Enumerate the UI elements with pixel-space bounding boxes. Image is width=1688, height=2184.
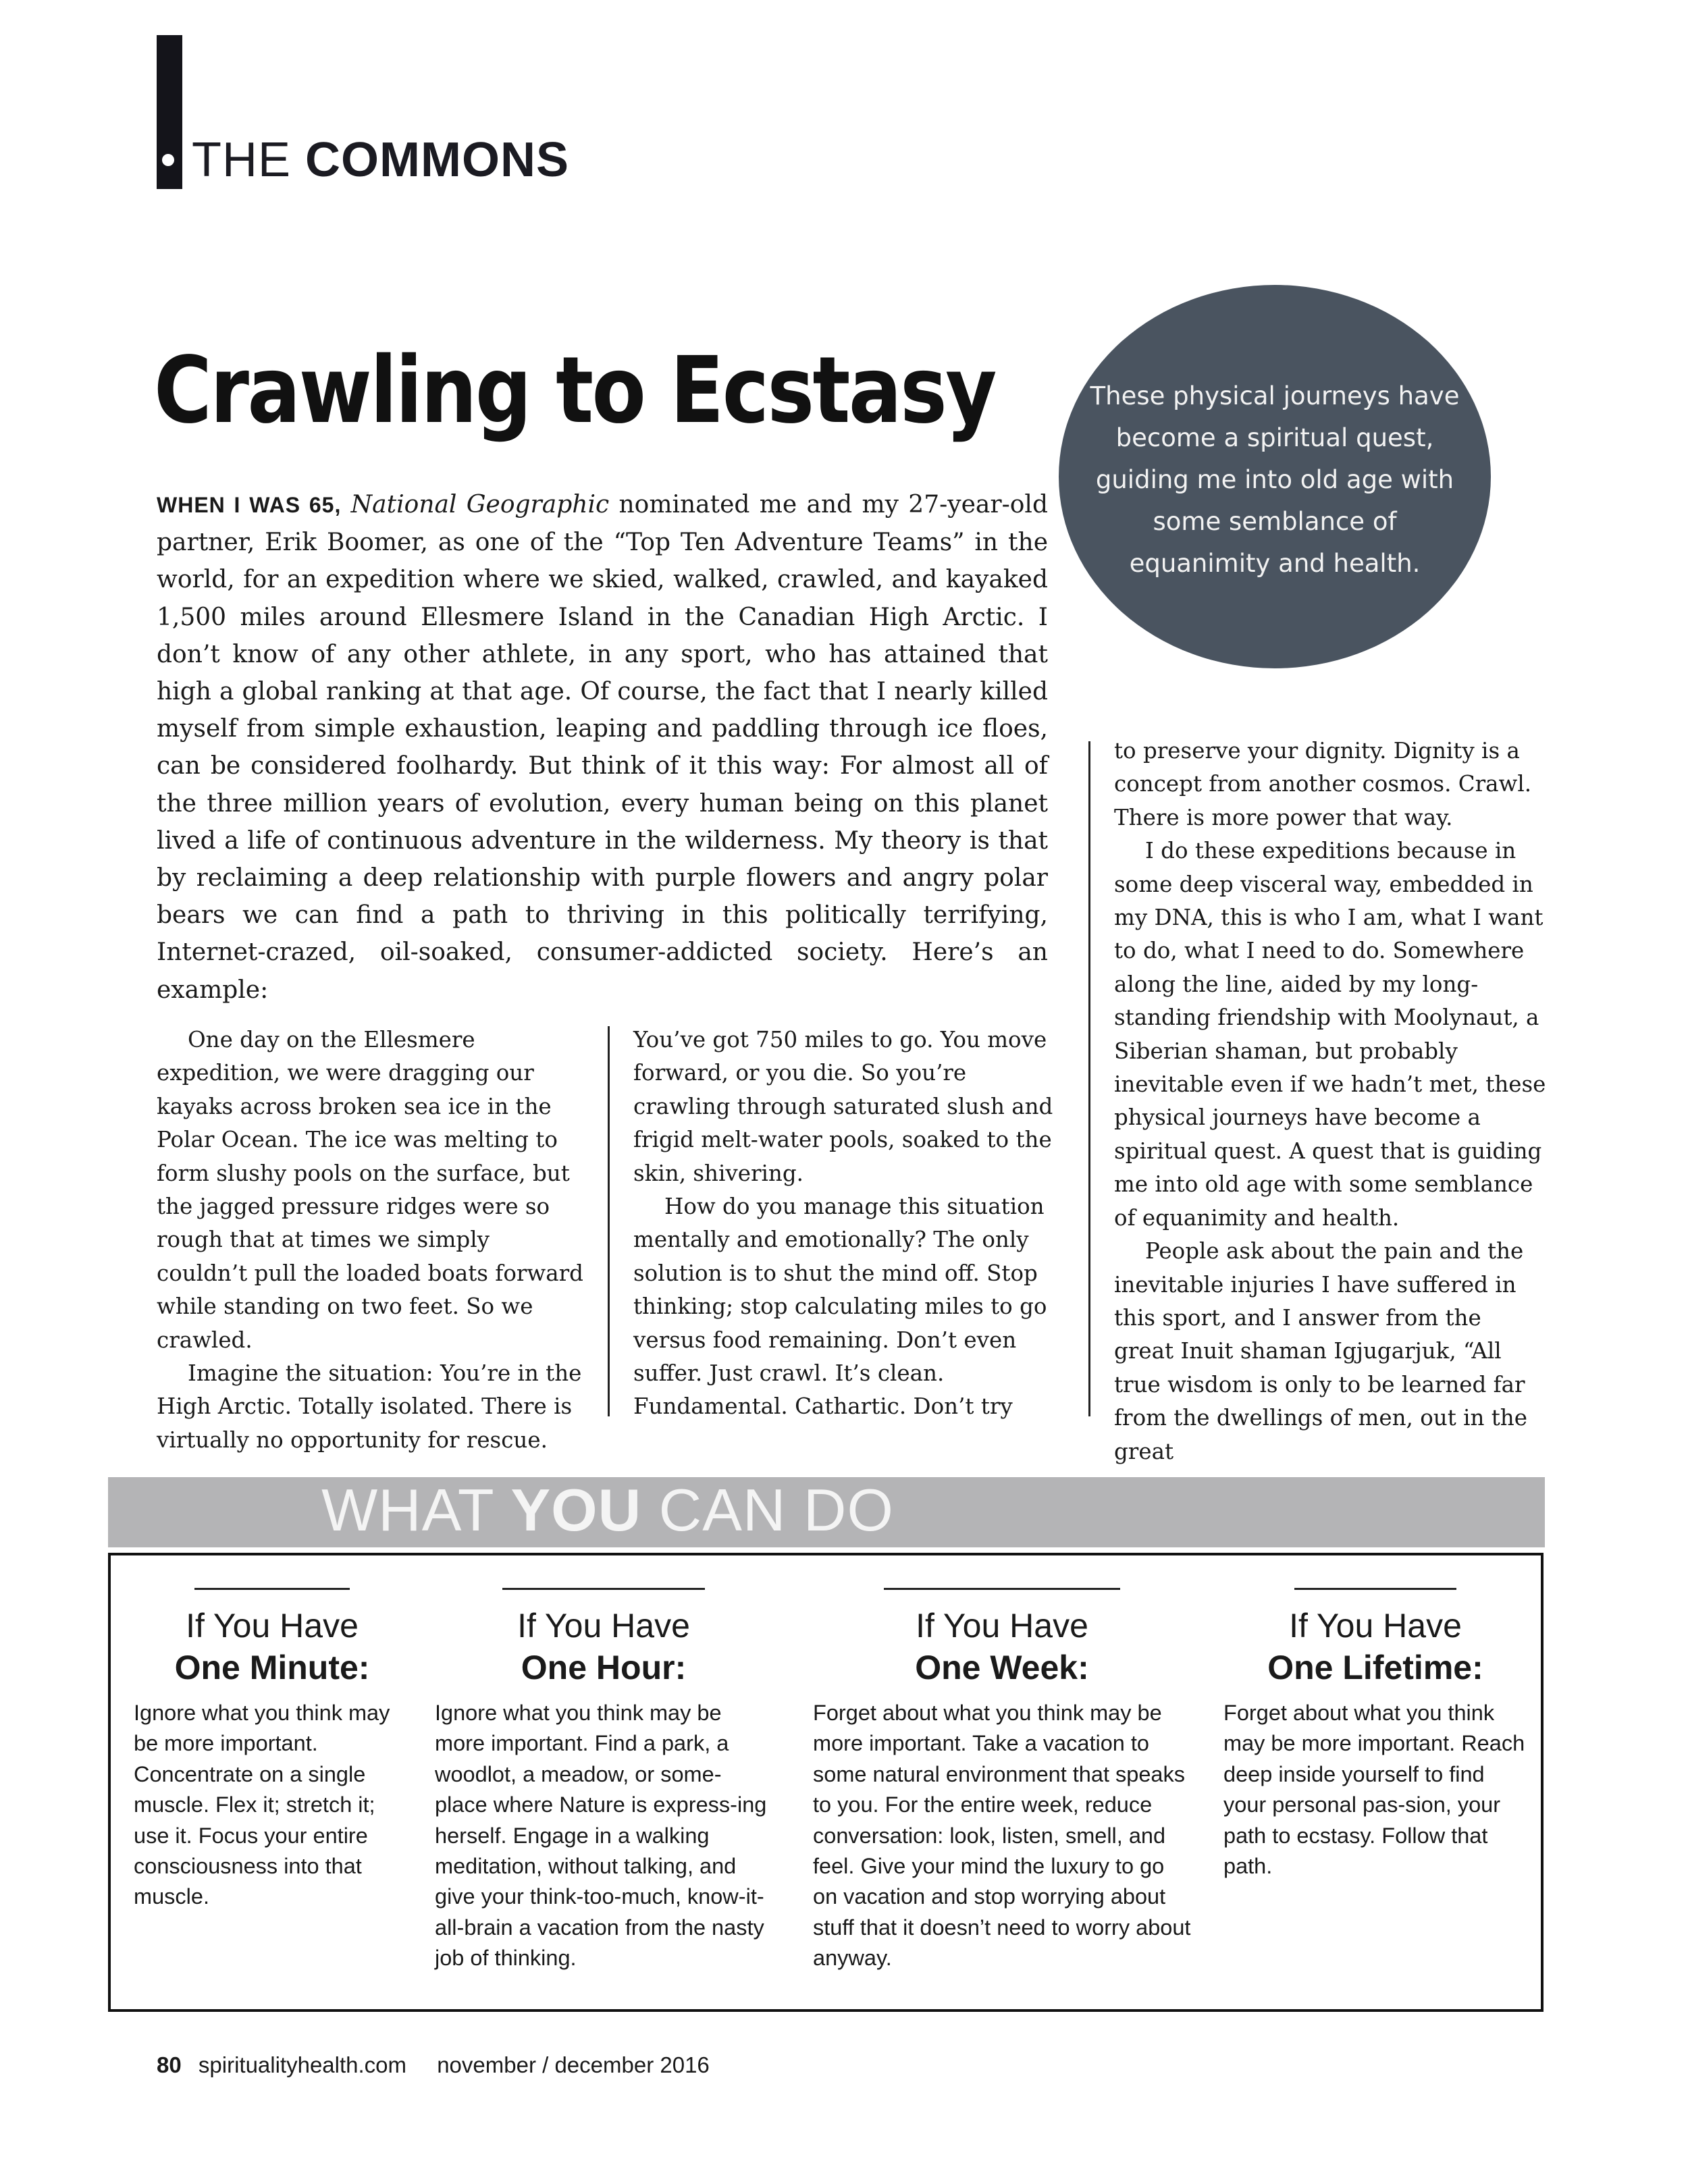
- tip-one-minute: [134, 1588, 411, 1913]
- footer-issue: november / december 2016: [437, 2052, 710, 2077]
- body-paragraph: One day on the Ellesmere expedition, we were dragging our kayaks across broken sea ice in the Polar Ocean. The ice was melting to form slushy pools on the surface, but the jagged pressure ridges were so rough that at times we simply couldn’t pull the loaded boats forward while standing on two feet. So we crawled.: [157, 1027, 583, 1353]
- intro-body: nominated me and my 27-year-old partner, Erik Boomer, as one of the “Top Ten Adventure Teams” in the world, for an expedition where we skied, walked, crawled, and kayaked 1,500 miles around Ellesmere Island in the Canadian High Arctic. I don’t know of any other athlete, in any sport, who has attained that high a global ranking at that age. Of course, the fact that I nearly killed myself from simple exhaustion, leaping and paddling through ice floes, can be considered foolhardy. But think of it this way: For almost all of the three million years of evolution, every human being on this planet lived a life of continuous adventure in the wilderness. My theory is that by reclaiming a deep relationship with purple flowers and angry polar bears we can find a path to thriving in this politically terrifying, Internet-crazed, oil-soaked, consumer-addicted society. Here’s an example:: [157, 491, 1048, 1004]
- section-marker-dot: [159, 151, 177, 169]
- wycd-title-bold: YOU: [510, 1476, 642, 1543]
- tip-rule: [884, 1588, 1120, 1590]
- tip-rule: [194, 1588, 350, 1590]
- tip-text: Forget about what you think may be more important. Reach deep inside yourself to find your personal pas-sion, your path to ecstasy. Follow that path.: [1223, 1701, 1525, 1879]
- what-you-can-do-title: [108, 1476, 1107, 1545]
- tip-heading: If You Have: [916, 1607, 1088, 1645]
- wycd-title-pre: WHAT: [321, 1476, 494, 1543]
- page-footer: [157, 2052, 710, 2078]
- tip-span: One Minute:: [174, 1649, 370, 1686]
- tip-one-hour: [435, 1588, 772, 1974]
- body-paragraph: I do these expeditions because in some deep visceral way, embedded in my DNA, this is who I am, what I want to do, what I need to do. Somewhere along the line, aided by my long-standing friendship with Moolynaut, a Siberian shaman, but probably inevitable even if we hadn’t met, these physical journeys have become a spiritual quest. A quest that is guiding me into old age with some semblance of equanimity and health.: [1114, 838, 1546, 1231]
- article-title: Crawling to Ecstasy: [154, 338, 995, 444]
- body-paragraph: How do you manage this situation mentally and emotionally? The only solution is to shut the mind off. Stop thinking; stop calculating miles to go versus food remaining. Don’t even suffer. Just crawl. It’s clean. Fundamental. Cathartic. Don’t try: [633, 1194, 1047, 1420]
- column-divider: [608, 1026, 610, 1416]
- section-prefix: THE: [192, 133, 291, 187]
- page-number: 80: [157, 2052, 182, 2077]
- body-column-2: [633, 1023, 1060, 1424]
- publication-name: National Geographic: [350, 491, 610, 518]
- body-paragraph: Imagine the situation: You’re in the High Arctic. Totally isolated. There is virtually no opportunity for rescue.: [157, 1360, 582, 1453]
- tip-heading: If You Have: [1289, 1607, 1462, 1645]
- body-paragraph: People ask about the pain and the inevitable injuries I have suffered in this sport, and I answer from the great Inuit shaman Igjugarjuk, “All true wisdom is only to be learned far from the dwellings of men, out in the great: [1114, 1238, 1527, 1464]
- body-column-3: [1114, 735, 1546, 1468]
- section-title: [192, 132, 569, 188]
- tip-rule: [1294, 1588, 1456, 1590]
- body-paragraph: You’ve got 750 miles to go. You move forward, or you die. So you’re crawling through saturated slush and frigid melt-water pools, soaked to the skin, shivering.: [633, 1027, 1053, 1186]
- tip-text: Ignore what you think may be more important. Find a park, a woodlot, a meadow, or some-place where Nature is express-ing herself. Engage in a walking meditation, without talking, and give your think-too-much, know-it-all-brain a vacation from the nasty job of thinking.: [435, 1701, 767, 1971]
- body-column-1: [157, 1023, 583, 1457]
- tip-heading: If You Have: [517, 1607, 690, 1645]
- tip-text: Forget about what you think may be more important. Take a vacation to some natural environment that speaks to you. For the entire week, reduce conversation: look, listen, smell, and feel. Give your mind the luxury to go on vacation and stop worrying about stuff that it doesn’t need to worry about anyway.: [813, 1701, 1191, 1971]
- tip-heading: If You Have: [186, 1607, 359, 1645]
- tip-one-lifetime: [1223, 1588, 1527, 1882]
- footer-site: spiritualityhealth.com: [198, 2052, 407, 2077]
- section-name: COMMONS: [305, 133, 569, 187]
- tip-one-week: [813, 1588, 1191, 1974]
- pull-quote-circle: [1059, 285, 1491, 668]
- tip-rule: [502, 1588, 705, 1590]
- intro-paragraph: [157, 486, 1048, 1009]
- lead-in: WHEN I WAS 65,: [157, 493, 342, 517]
- column-divider: [1088, 741, 1090, 1416]
- wycd-title-post: CAN DO: [658, 1476, 894, 1543]
- body-paragraph: to preserve your dignity. Dignity is a concept from another cosmos. Crawl. There is more power that way.: [1114, 738, 1532, 830]
- tip-span: One Hour:: [521, 1649, 687, 1686]
- tip-text: Ignore what you think may be more important. Concentrate on a single muscle. Flex it; stretch it; use it. Focus your entire consciousness into that muscle.: [134, 1701, 390, 1909]
- tip-span: One Week:: [915, 1649, 1089, 1686]
- tip-span: One Lifetime:: [1267, 1649, 1483, 1686]
- pull-quote-text: These physical journeys have become a spiritual quest, guiding me into old age with some semblance of equanimity and health.: [1090, 381, 1460, 578]
